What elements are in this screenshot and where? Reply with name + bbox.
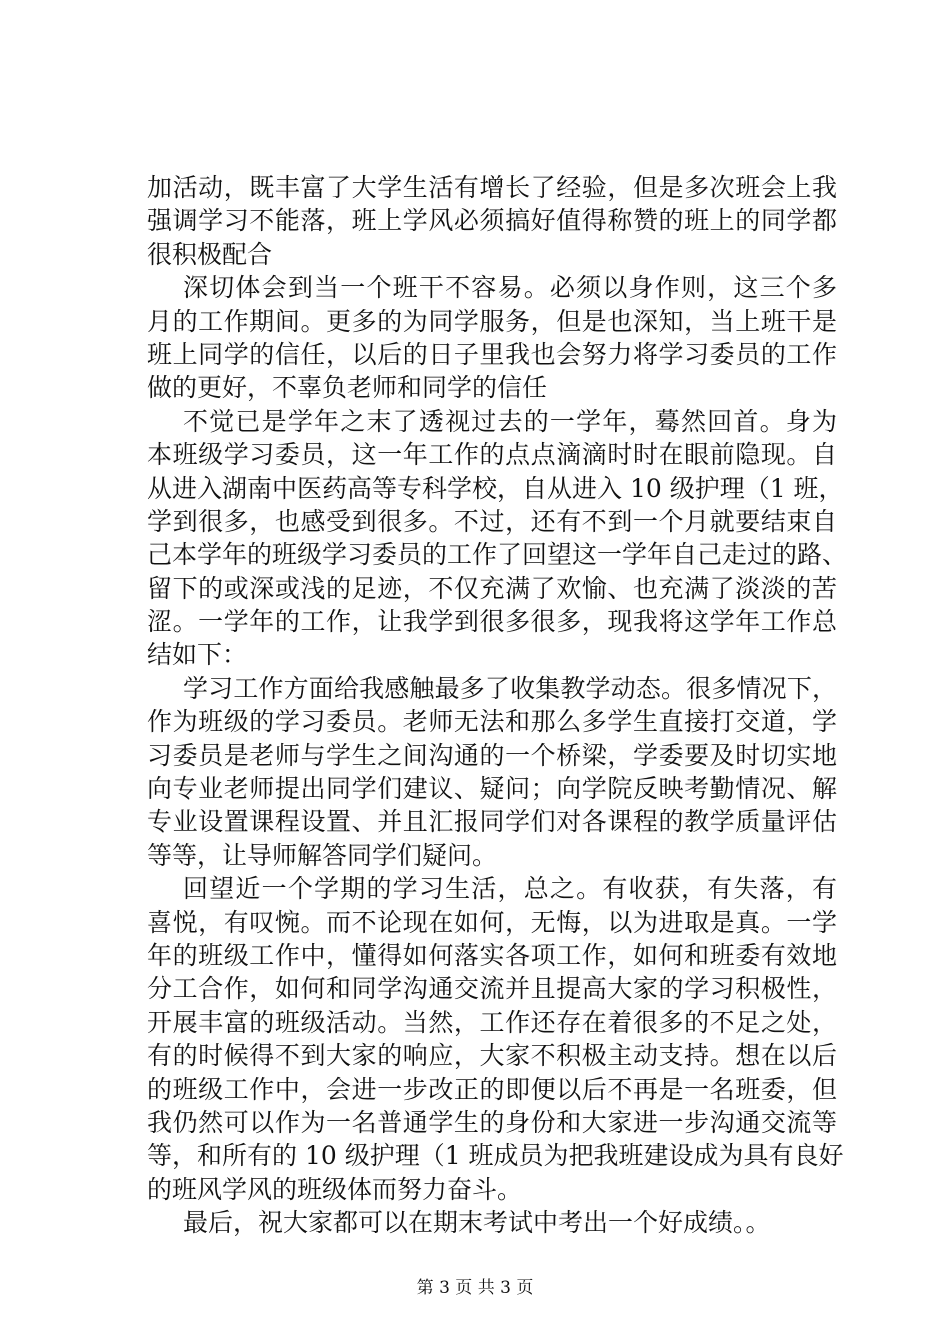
text-line: 不觉已是学年之末了透视过去的一学年，蓦然回首。身为 [183, 406, 837, 436]
text-line: 从进入湖南中医药高等专科学校，自从进入 10 级护理（1 班， [147, 473, 844, 503]
text-line: 本班级学习委员，这一年工作的点点滴滴时时在眼前隐现。自 [147, 440, 837, 470]
text-line: 己本学年的班级学习委员的工作了回望这一学年自己走过的路、 [147, 540, 848, 570]
text-line: 的班级工作中，会进一步改正的即便以后不再是一名班委，但 [147, 1074, 837, 1104]
text-line: 专业设置课程设置、并且汇报同学们对各课程的教学质量评估 [147, 807, 837, 837]
text-line: 结如下： [147, 640, 248, 670]
text-line: 的班风学风的班级体而努力奋斗。 [147, 1174, 523, 1204]
text-line: 强调学习不能落，班上学风必须搞好值得称赞的班上的同学都 [147, 206, 837, 236]
text-line: 有的时候得不到大家的响应，大家不积极主动支持。想在以后 [147, 1041, 837, 1071]
text-line: 很积极配合 [147, 239, 273, 269]
text-line: 开展丰富的班级活动。当然，工作还存在着很多的不足之处， [147, 1007, 837, 1037]
text-line: 等等，让导师解答同学们疑问。 [147, 840, 498, 870]
text-line: 班上同学的信任，以后的日子里我也会努力将学习委员的工作 [147, 339, 837, 369]
text-line: 回望近一个学期的学习生活，总之。有收获，有失落，有 [183, 874, 837, 904]
text-line: 最后，祝大家都可以在期末考试中考出一个好成绩。。 [183, 1208, 771, 1238]
text-line: 深切体会到当一个班干不容易。必须以身作则，这三个多 [183, 273, 837, 303]
text-line: 向专业老师提出同学们建议、疑问；向学院反映考勤情况、解 [147, 774, 837, 804]
text-line: 涩。一学年的工作，让我学到很多很多，现我将这学年工作总 [147, 607, 837, 637]
text-line: 学习工作方面给我感触最多了收集教学动态。很多情况下， [183, 673, 837, 703]
text-line: 加活动，既丰富了大学生活有增长了经验，但是多次班会上我 [147, 173, 837, 202]
text-line: 年的班级工作中，懂得如何落实各项工作，如何和班委有效地 [147, 940, 837, 970]
text-line: 分工合作，如何和同学沟通交流并且提高大家的学习积极性， [147, 974, 837, 1004]
text-line: 做的更好，不辜负老师和同学的信任 [147, 373, 548, 403]
text-line: 喜悦，有叹惋。而不论现在如何，无悔，以为进取是真。一学 [147, 907, 837, 937]
document-body [147, 171, 848, 1240]
text-line: 习委员是老师与学生之间沟通的一个桥梁，学委要及时切实地 [147, 740, 837, 770]
text-line: 等，和所有的 10 级护理（1 班成员为把我班建设成为具有良好 [147, 1141, 844, 1171]
text-line: 我仍然可以作为一名普通学生的身份和大家进一步沟通交流等 [147, 1107, 837, 1137]
page-footer: 第 3 页 共 3 页 [416, 1278, 534, 1298]
text-line: 月的工作期间。更多的为同学服务，但是也深知，当上班干是 [147, 306, 837, 336]
text-line: 留下的或深或浅的足迹，不仅充满了欢愉、也充满了淡淡的苦 [147, 573, 837, 603]
text-line: 作为班级的学习委员。老师无法和那么多学生直接打交道，学 [147, 707, 837, 737]
text-line: 学到很多，也感受到很多。不过，还有不到一个月就要结束自 [147, 506, 837, 536]
